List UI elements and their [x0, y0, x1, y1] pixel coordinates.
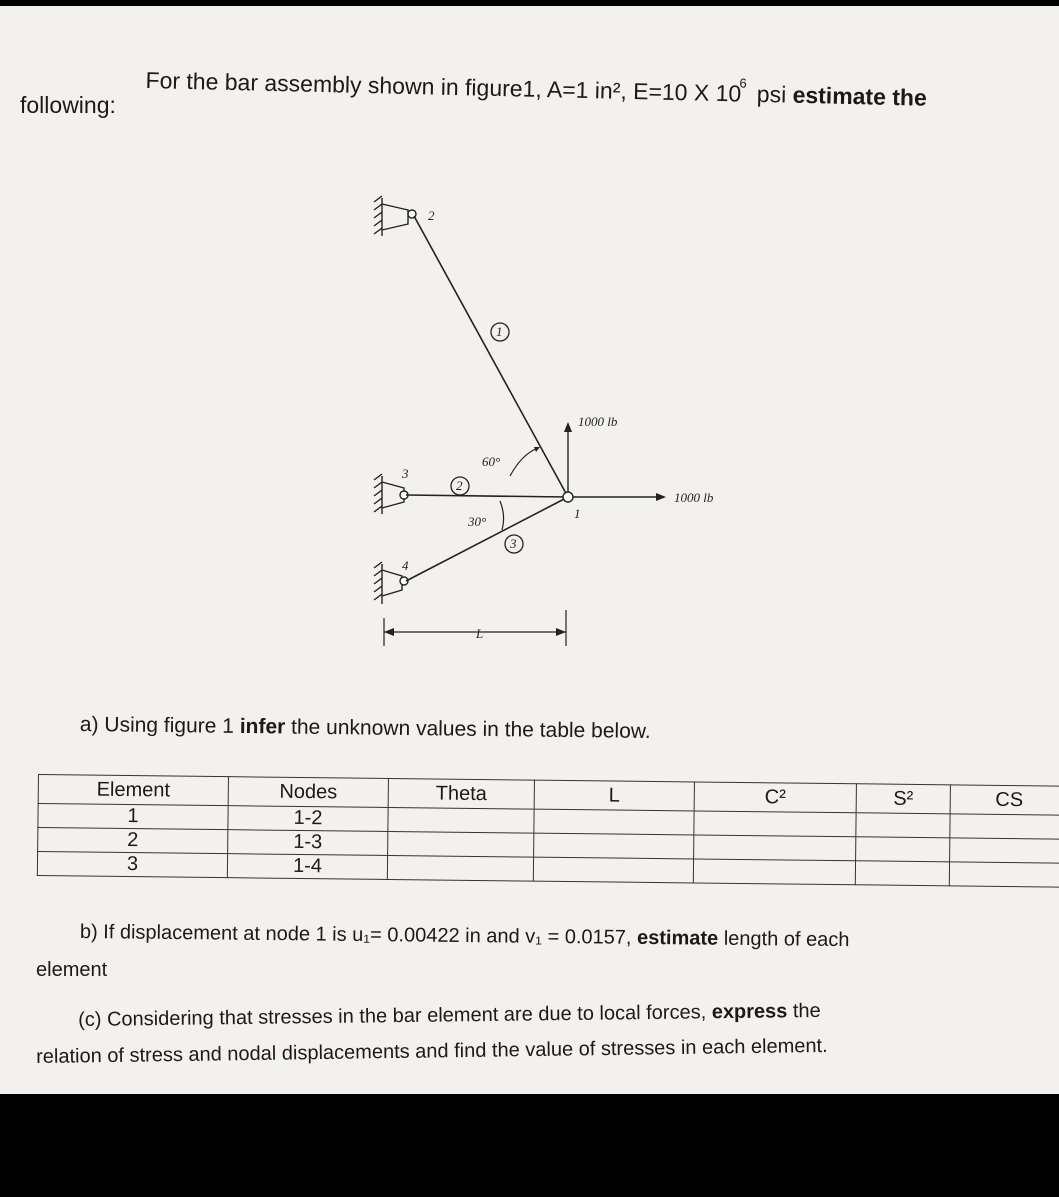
cell-theta	[388, 831, 534, 857]
cell-length	[534, 833, 694, 859]
wall-support-node2	[374, 196, 416, 236]
cell-nodes: 1-3	[228, 830, 388, 856]
cell-c-squared	[694, 811, 856, 837]
angle-30-label: 30°	[468, 514, 487, 529]
angle-60-arc	[510, 448, 538, 476]
cell-c-squared	[693, 859, 855, 885]
node-4-label: 4	[402, 558, 409, 573]
node-1	[563, 492, 573, 502]
intro-line-2: following:	[20, 92, 116, 118]
bar-assembly-figure	[360, 186, 760, 656]
cell-element: 2	[38, 828, 228, 854]
bar-element-2	[406, 495, 568, 497]
intro-line-1: For the bar assembly shown in figure1, A=1 in², E=10 X $10^6$ psi estimate the	[145, 66, 928, 111]
cell-theta	[388, 807, 534, 833]
cell-length	[533, 857, 693, 883]
angle-30-arc	[500, 501, 504, 530]
question-a: a) Using figure 1 infer the unknown values in the table below.	[79, 713, 651, 743]
black-border	[0, 1094, 1059, 1197]
question-c-line-2: relation of stress and nodal displacements and find the value of stresses in each element.	[36, 1034, 828, 1068]
node-2-label: 2	[428, 208, 435, 223]
node-1-label: 1	[574, 506, 581, 521]
header-s-squared: S²	[856, 784, 950, 814]
document-page	[0, 6, 1059, 1094]
cell-length	[534, 809, 694, 835]
cell-cs	[950, 814, 1059, 839]
header-c-squared: C²	[694, 782, 856, 813]
header-element: Element	[38, 775, 228, 806]
cell-s-squared	[856, 837, 950, 862]
length-label: L	[476, 626, 484, 641]
question-b-line-1: b) If displacement at node 1 is u₁= 0.00422 in and v₁ = 0.0157, estimate length of each	[79, 921, 850, 952]
cell-theta	[387, 855, 533, 881]
header-length: L	[534, 780, 694, 811]
cell-cs	[949, 862, 1059, 887]
cell-s-squared	[856, 813, 950, 838]
cell-cs	[950, 838, 1059, 863]
header-theta: Theta	[388, 778, 534, 809]
cell-nodes: 1-2	[228, 806, 388, 832]
element-table	[37, 774, 1059, 888]
angle-60-label: 60°	[482, 454, 501, 469]
element-1-label: 1	[496, 324, 503, 339]
force-horizontal-label: 1000 lb	[674, 490, 714, 505]
cell-c-squared	[694, 835, 856, 861]
question-b-line-2: element	[36, 959, 108, 981]
header-nodes: Nodes	[228, 777, 388, 808]
cell-element: 1	[38, 804, 228, 830]
element-2-label: 2	[456, 478, 463, 493]
cell-element: 3	[37, 852, 227, 878]
cell-s-squared	[855, 861, 949, 886]
question-c-line-1: (c) Considering that stresses in the bar element are due to local forces, express the	[78, 999, 821, 1031]
bar-element-3	[406, 497, 568, 581]
node-3-label: 3	[402, 466, 409, 481]
cell-nodes: 1-4	[227, 854, 387, 880]
element-3-label: 3	[510, 536, 517, 551]
force-vertical-label: 1000 lb	[578, 414, 618, 429]
header-cs: CS	[950, 785, 1059, 815]
